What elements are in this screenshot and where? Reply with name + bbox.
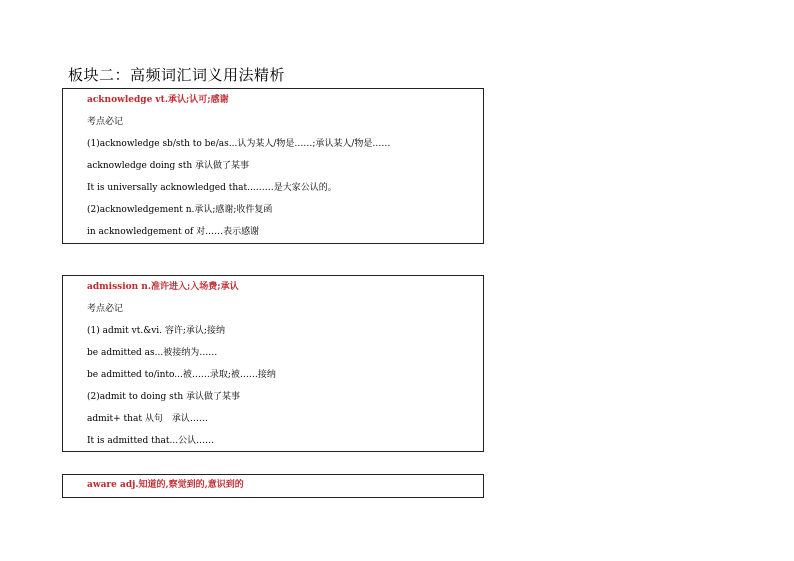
- card-line: admit+ that 从句 承认……: [87, 414, 208, 424]
- card-line: in acknowledgement of 对……表示感谢: [87, 227, 260, 237]
- card-line: 考点必记: [87, 304, 124, 314]
- card-title: aware adj.知道的,察觉到的,意识到的: [87, 480, 244, 490]
- card-line: It is universally acknowledged that...……是大家公认的。: [87, 183, 337, 193]
- card-line: (2)admit to doing sth 承认做了某事: [87, 392, 241, 402]
- vocab-card-acknowledge: [62, 88, 484, 244]
- vocab-card-admission: [62, 275, 484, 452]
- card-line: be admitted as...被接纳为……: [87, 348, 218, 358]
- card-line: (1)acknowledge sb/sth to be/as...认为某人/物是……;承认某人/物是……: [87, 139, 391, 149]
- card-line: (1) admit vt.&vi. 容许;承认;接纳: [87, 326, 225, 336]
- card-line: acknowledge doing sth 承认做了某事: [87, 161, 250, 171]
- card-title: admission n.准许进入;入场费;承认: [87, 282, 239, 292]
- card-line: 考点必记: [87, 117, 124, 127]
- card-title: acknowledge vt.承认;认可;感谢: [87, 95, 229, 105]
- card-line: (2)acknowledgement n.承认;感谢;收件复函: [87, 205, 273, 215]
- card-line: It is admitted that...公认……: [87, 436, 215, 446]
- card-line: be admitted to/into...被……录取;被……接纳: [87, 370, 276, 380]
- page-heading: 板块二：高频词汇词义用法精析: [68, 66, 286, 84]
- vocab-card-aware: [62, 474, 484, 498]
